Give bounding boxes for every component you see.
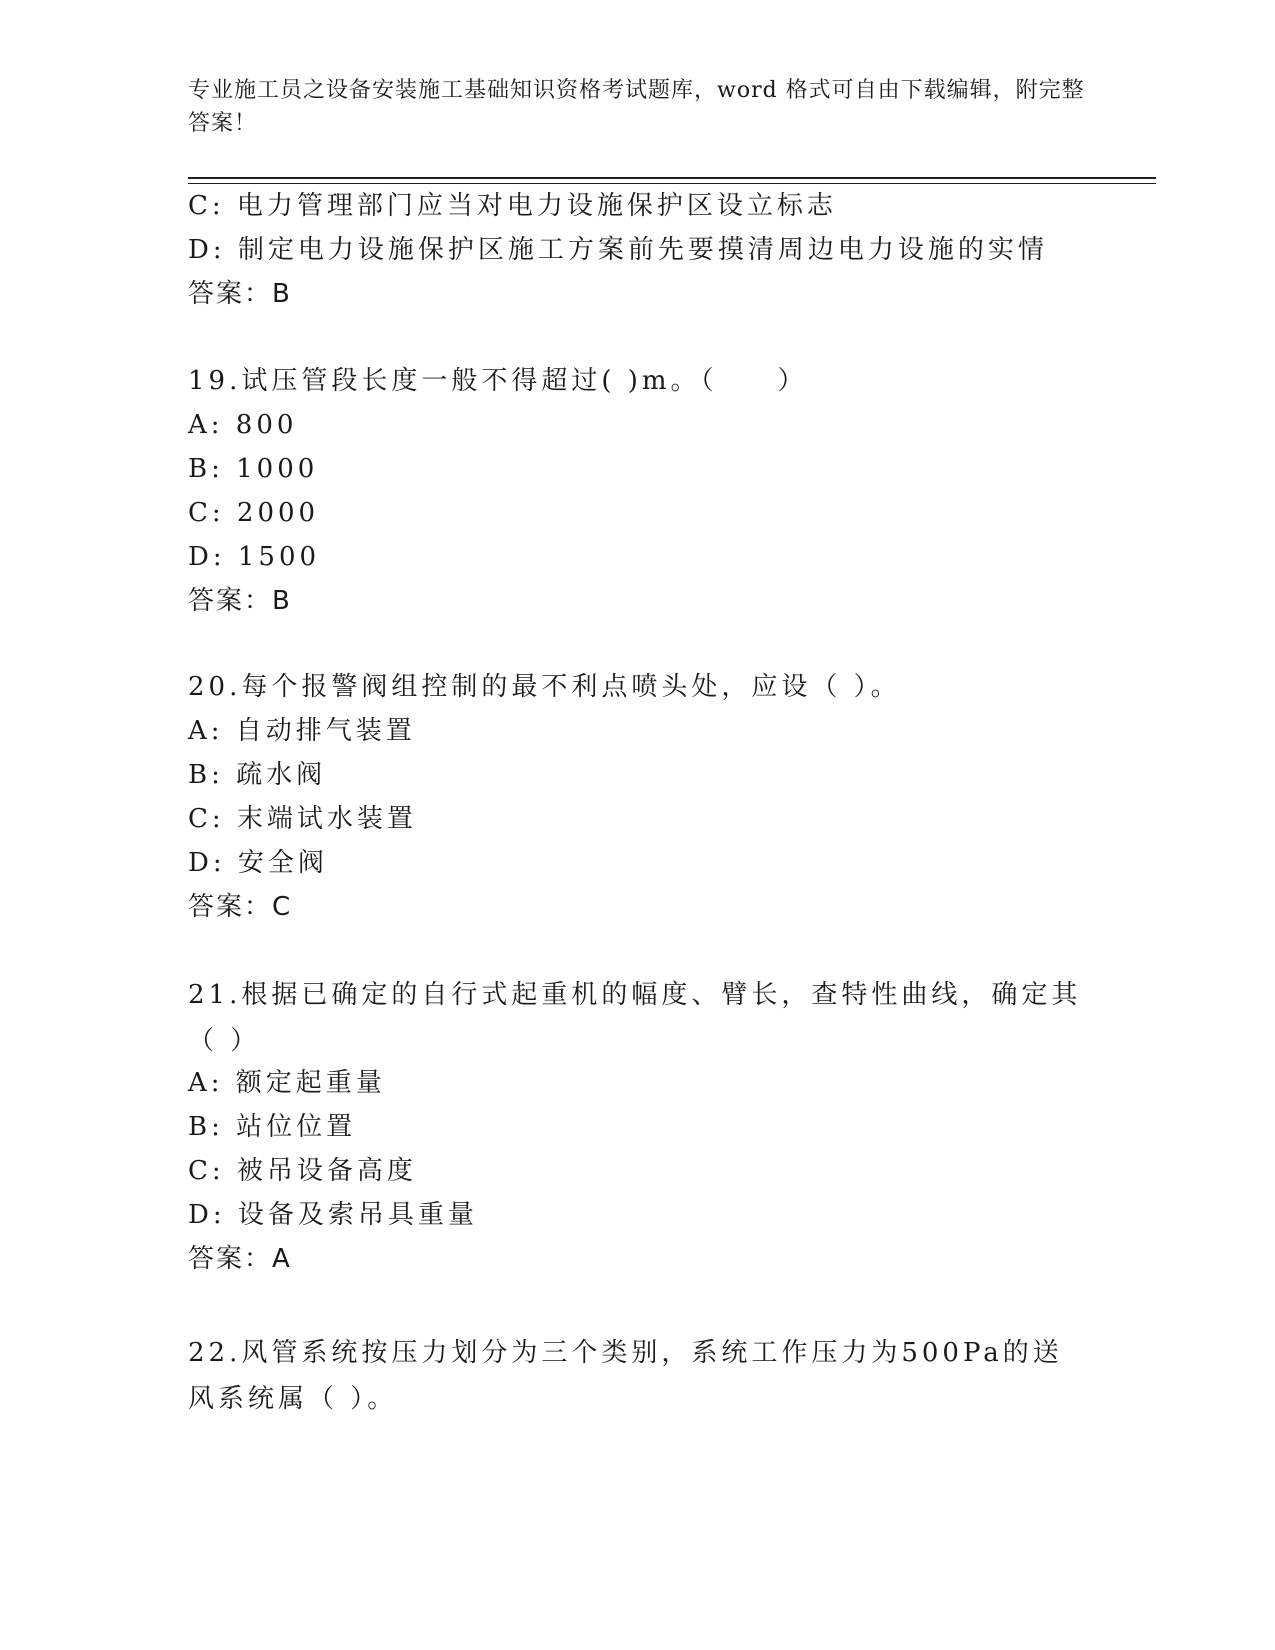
option-d: D: 1500 (188, 542, 321, 572)
question-stem: 19.试压管段长度一般不得超过( )m。（ ） (188, 366, 808, 396)
option-b: B: 1000 (188, 454, 319, 484)
option-a: A: 800 (188, 410, 298, 440)
document-header: 专业施工员之设备安装施工基础知识资格考试题库，word 格式可自由下载编辑，附完整答案！ (188, 78, 1085, 136)
answer-line: 答案：C (188, 892, 293, 922)
header-divider-thin (188, 183, 1156, 184)
answer-line: 答案：B (188, 586, 292, 616)
option-a: A: 额定起重量 (188, 1068, 386, 1098)
question-stem: 21.根据已确定的自行式起重机的幅度、臂长，查特性曲线，确定其（ ） (188, 980, 1082, 1056)
option-c: C: 被吊设备高度 (188, 1156, 417, 1186)
option-c: C: 2000 (188, 498, 320, 528)
option-d: D: 制定电力设施保护区施工方案前先要摸清周边电力设施的实情 (188, 235, 1048, 265)
answer-line: 答案：A (188, 1244, 292, 1274)
option-c: C: 电力管理部门应当对电力设施保护区设立标志 (188, 191, 837, 221)
option-c: C: 末端试水装置 (188, 804, 417, 834)
option-d: D: 安全阀 (188, 848, 328, 878)
question-stem: 22.风管系统按压力划分为三个类别，系统工作压力为500Pa的送风系统属（ ）。 (188, 1338, 1063, 1414)
answer-line: 答案：B (188, 279, 292, 309)
option-a: A: 自动排气装置 (188, 716, 416, 746)
header-divider-thick (188, 177, 1156, 179)
option-b: B: 疏水阀 (188, 760, 327, 790)
option-d: D: 设备及索吊具重量 (188, 1200, 478, 1230)
question-stem: 20.每个报警阀组控制的最不利点喷头处，应设（ ）。 (188, 672, 901, 702)
option-b: B: 站位位置 (188, 1112, 357, 1142)
